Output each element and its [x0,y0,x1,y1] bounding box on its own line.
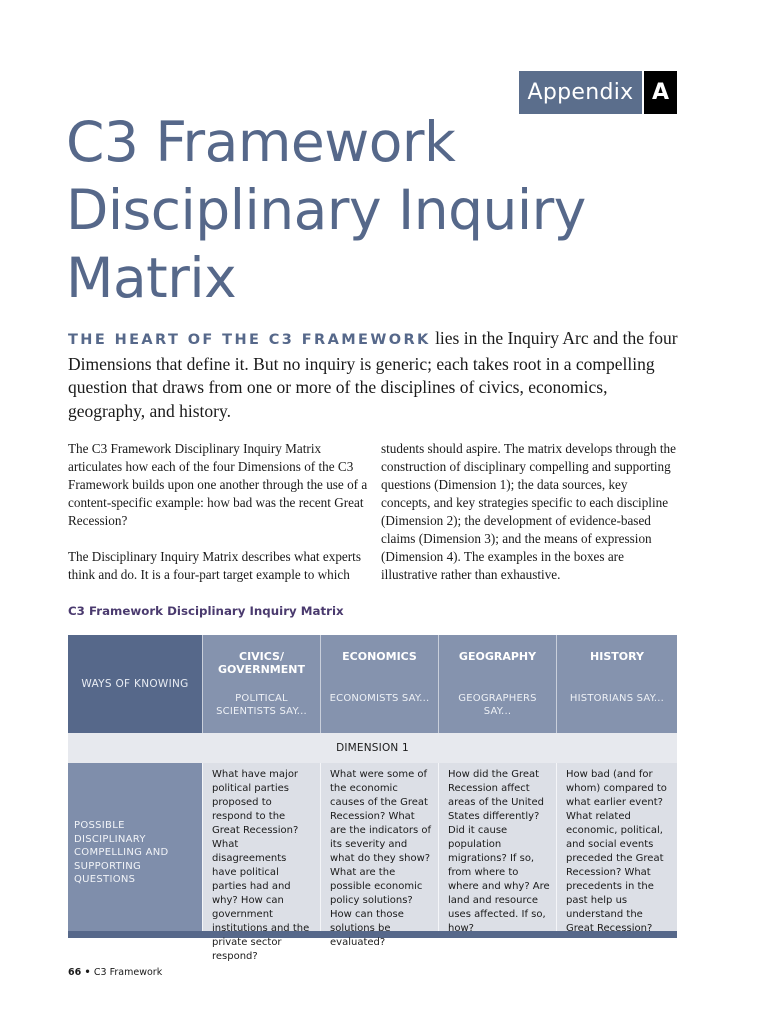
page-footer [68,967,162,978]
matrix-header-row [68,635,677,733]
column-header-geography [439,635,557,733]
table-cell: What were some of the economic causes of the Great Recession? What are the indicators of its severity and what do they show? What are the possible economic policy solutions? How can those solutions be evaluated? [321,763,439,931]
body-paragraph: students should aspire. The matrix develops through the construction of disciplinary compelling and supporting questions (Dimension 1); the data sources, key concepts, and key strategies specific to each discipline (Dimension 2); the development of evidence-based claims (Dimension 3); and the means of expression (Dimension 4). The examples in the boxes are illustrative rather than exhaustive. [381,441,676,582]
column-header-economics [321,635,439,733]
matrix-caption: C3 Framework Disciplinary Inquiry Matrix [68,604,344,618]
dimension-row: DIMENSION 1 [68,733,677,763]
page-title [66,108,586,312]
column-title: HISTORY [590,650,644,663]
appendix-letter: A [644,71,677,114]
lead-text: lies in the Inquiry Arc and the four Dimensions that define it. But no inquiry is generic; each takes root in a compelling question that draws from one or more of the disciplines of civics, economics, geography, and history. [68,328,678,421]
page-number: 66 [68,967,82,978]
matrix-question-row [68,763,677,962]
body-column-right [381,440,679,602]
column-header-civics [203,635,321,733]
column-subtitle: ECONOMISTS SAY... [329,693,430,704]
column-title: CIVICS/ GOVERNMENT [218,650,305,676]
footer-separator: • [81,967,94,978]
body-column-left [68,440,368,602]
table-cell: How bad (and for whom) compared to what earlier event? What related economic, political, and social events preceded the Great Recession? What precedents in the past help us understand the Great Recession? [566,769,667,934]
body-paragraph: The Disciplinary Inquiry Matrix describes what experts think and do. It is a four-part target example to which [68,549,361,582]
lead-caps: THE HEART OF THE C3 FRAMEWORK [68,332,431,348]
appendix-label: Appendix [519,71,642,114]
column-title: ECONOMICS [342,650,417,663]
title-line-3: Matrix [66,246,237,310]
column-subtitle: GEOGRAPHERS SAY... [458,693,537,717]
title-line-1: C3 Framework [66,110,456,174]
column-subtitle: POLITICAL SCIENTISTS SAY... [216,693,307,717]
table-cell: How did the Great Recession affect areas of the United States differently? Did it cause population migrations? If so, from where to where and why? Are land and resource uses affected. If so, how? [439,763,557,931]
row-header-questions: POSSIBLE DISCIPLINARY COMPELLING AND SUPPORTING QUESTIONS [68,763,203,931]
column-subtitle: HISTORIANS SAY... [569,693,665,704]
column-header-history [557,635,677,733]
column-title: GEOGRAPHY [458,650,537,663]
body-paragraph: The C3 Framework Disciplinary Inquiry Matrix articulates how each of the four Dimensions of the C3 Framework builds upon one another through the use of a content-specific example: how bad was the recent Great Recession? [68,441,368,528]
row-header-ways-of-knowing: WAYS OF KNOWING [68,635,203,733]
title-line-2: Disciplinary Inquiry [66,178,586,242]
table-cell: What have major political parties proposed to respond to the Great Recession? What disagreements have political parties had and why? How can government institutions and the private sector respond? [203,763,321,931]
inquiry-matrix-table [68,635,677,962]
lead-paragraph [68,327,688,423]
footer-text: C3 Framework [93,967,163,978]
